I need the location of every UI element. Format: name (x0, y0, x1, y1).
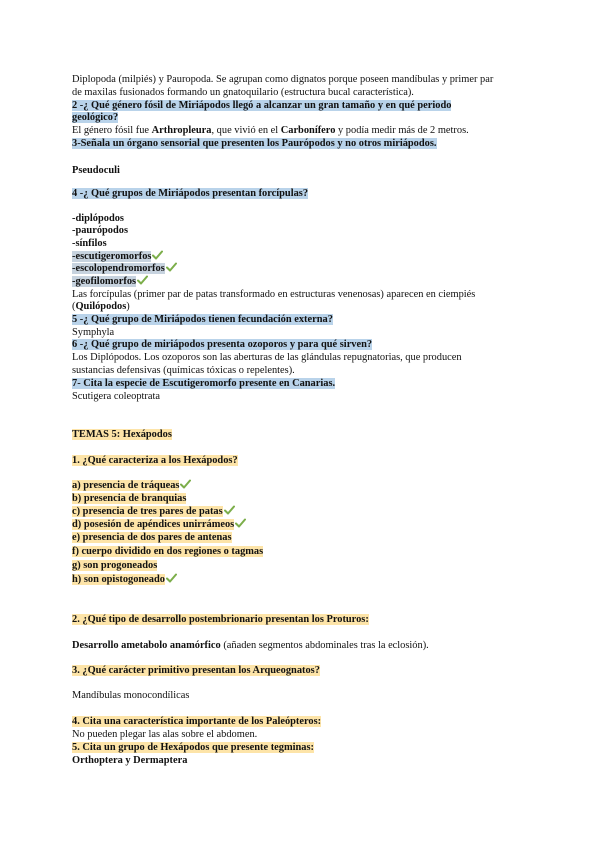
q4-option-4: -escutigeromorfos (72, 250, 163, 263)
checkmark-icon (180, 479, 191, 489)
q4-option-5: -escolopendromorfos (72, 262, 177, 275)
checkmark-icon (137, 275, 148, 285)
t5-answer-4: No pueden plegar las alas sobre el abdomen. (72, 729, 258, 740)
t5-answer-2: Desarrollo ametabolo anamórfico (añaden segmentos abdominales tras la eclosión). (72, 640, 429, 651)
t5-question-4: 4. Cita una característica importante de los Paleópteros: (72, 716, 322, 727)
question-6: 6 -¿ Qué grupo de miriápodos presenta ozoporos y para qué sirven? (72, 339, 373, 350)
checkmark-icon (166, 573, 177, 583)
t5-question-3: 3. ¿Qué carácter primitivo presentan los Arqueognatos? (72, 665, 320, 676)
t5-question-1: 1. ¿Qué caracteriza a los Hexápodos? (72, 455, 238, 466)
q4-explanation: Las forcípulas (primer par de patas transformado en estructuras venenosas) aparecen en ciempiés (72, 289, 476, 300)
question-7: 7- Cita la especie de Escutigeromorfo presente en Canarias. (72, 378, 336, 389)
question-3: 3-Señala un órgano sensorial que presenten los Paurópodos y no otros miriápodos. (72, 138, 437, 149)
question-2-line-2: geológico? (72, 112, 119, 123)
checkmark-icon (224, 505, 235, 515)
answer-7: Scutigera coleoptrata (72, 391, 160, 402)
q4-option-3: -sínfilos (72, 238, 107, 249)
t5-question-5: 5. Cita un grupo de Hexápodos que presente tegminas: (72, 742, 314, 753)
q4-explanation-2: (Quilópodos) (72, 301, 130, 312)
question-2-line-1: 2 -¿ Qué género fósil de Miriápodos llegó a alcanzar un gran tamaño y en qué periodo (72, 100, 452, 111)
section-heading: TEMAS 5: Hexápodos (72, 429, 172, 440)
answer-5: Symphyla (72, 327, 115, 338)
t5-option-f: f) cuerpo dividido en dos regiones o tagmas (72, 546, 264, 557)
question-4: 4 -¿ Qué grupos de Miriápodos presentan forcípulas? (72, 188, 309, 199)
t5-option-g: g) son progoneados (72, 560, 158, 571)
answer-6-line-2: sustancias defensivas (químicas tóxicas o repelentes). (72, 365, 295, 376)
t5-option-b: b) presencia de branquias (72, 493, 187, 504)
q4-option-1: -diplópodos (72, 213, 124, 224)
t5-question-2: 2. ¿Qué tipo de desarrollo postembrionario presentan los Proturos: (72, 614, 369, 625)
answer-3: Pseudoculi (72, 165, 120, 176)
intro-line-2: de maxilas fusionados formando un gnatoquilario (estructura bucal característica). (72, 87, 414, 98)
intro-line-1: Diplopoda (milpiés) y Pauropoda. Se agrupan como dignatos porque poseen mandíbulas y primer par (72, 74, 494, 85)
answer-2: El género fósil fue Arthropleura, que vivió en el Carbonífero y podía medir más de 2 metros. (72, 125, 469, 136)
t5-option-d: d) posesión de apéndices unirrámeos (72, 518, 246, 531)
t5-option-h: h) son opistogoneado (72, 573, 177, 586)
checkmark-icon (152, 250, 163, 260)
t5-option-c: c) presencia de tres pares de patas (72, 505, 235, 518)
t5-answer-3: Mandíbulas monocondílicas (72, 690, 190, 701)
t5-option-e: e) presencia de dos pares de antenas (72, 532, 232, 543)
t5-option-a: a) presencia de tráqueas (72, 479, 191, 492)
checkmark-icon (235, 518, 246, 528)
checkmark-icon (166, 262, 177, 272)
q4-option-2: -paurópodos (72, 225, 129, 236)
t5-answer-5: Orthoptera y Dermaptera (72, 755, 188, 766)
answer-6-line-1: Los Diplópodos. Los ozoporos son las aberturas de las glándulas repugnatorias, que producen (72, 352, 462, 363)
q4-option-6: -geofilomorfos (72, 275, 148, 288)
question-5: 5 -¿ Qué grupo de Miriápodos tienen fecundación externa? (72, 314, 333, 325)
